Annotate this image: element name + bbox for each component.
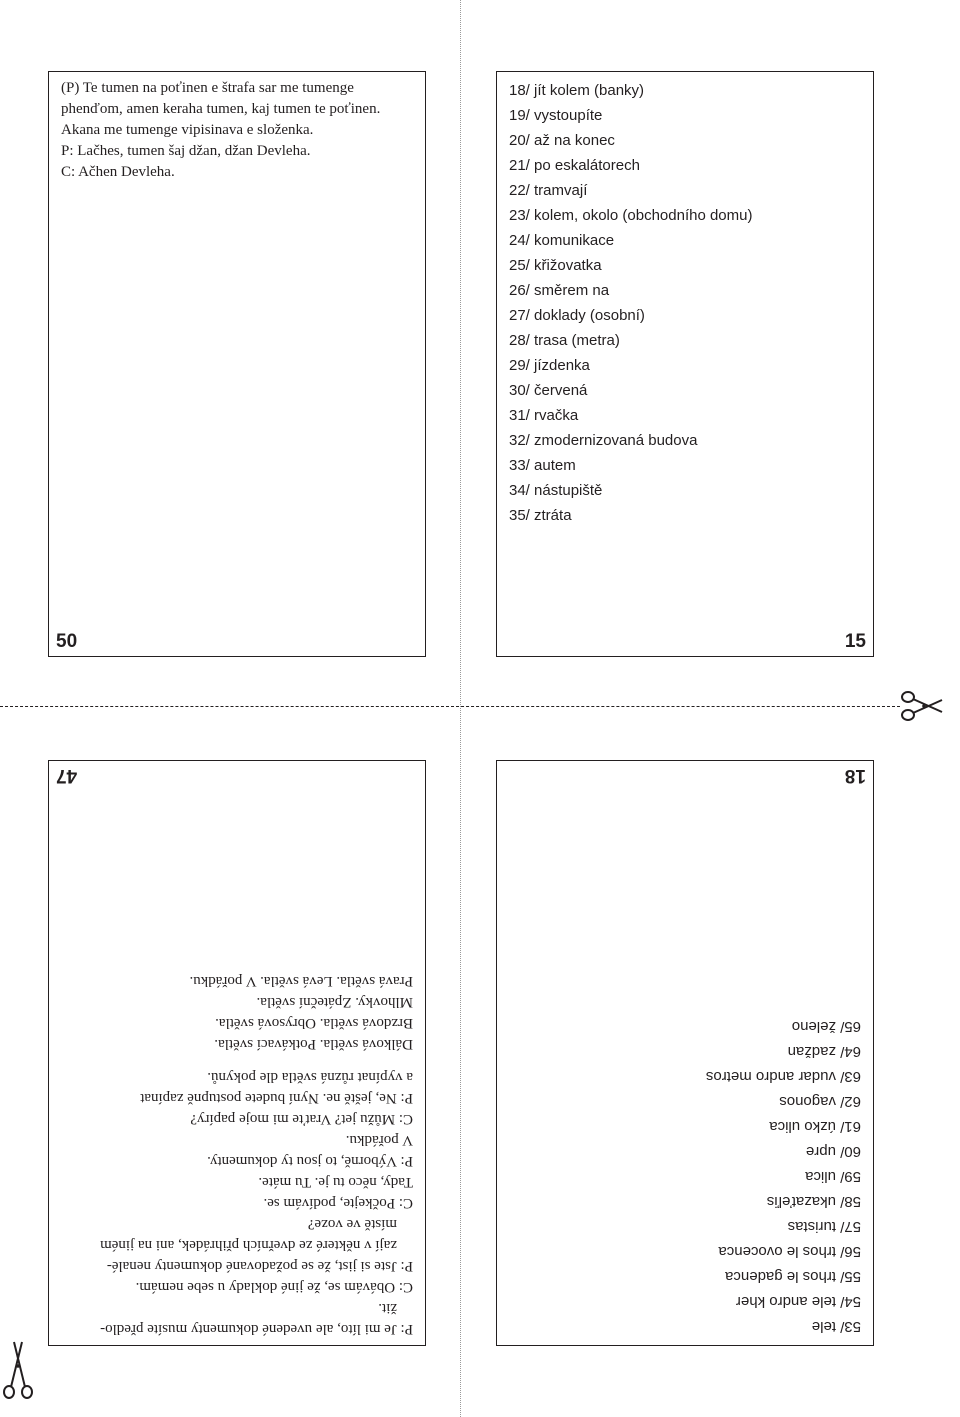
- page-number: 47: [56, 765, 78, 786]
- list-item: 32/ zmodernizovaná budova: [509, 432, 698, 449]
- list-item: 19/ vystoupíte: [509, 107, 603, 124]
- scissors-icon: [900, 690, 944, 722]
- text-line: žit.: [378, 1300, 397, 1316]
- text-line: phenďom, amen keraha tumen, kaj tumen te poťinen.: [61, 101, 381, 117]
- text-line: Mlhovky. Zpáteční světla.: [256, 994, 413, 1010]
- text-line: Akana me tumenge vipisinava e složenka.: [61, 122, 314, 138]
- list-item: 30/ červená: [509, 382, 588, 399]
- list-item: 23/ kolem, okolo (obchodního domu): [509, 207, 753, 224]
- text-line: P: Jste si jist, že se požadované dokumenty nenalé-: [106, 1258, 413, 1274]
- card-page-50: [48, 71, 426, 657]
- list-item: 61/ úzko ulica: [769, 1118, 861, 1135]
- text-line: P: Výborně, to jsou ty dokumenty.: [207, 1153, 413, 1169]
- page-number: 50: [56, 631, 78, 652]
- text-line: C: Obávám se, že jiné doklady u sebe nemám.: [135, 1279, 413, 1295]
- list-item: 63/ vudar andro metros: [705, 1068, 861, 1085]
- list-item: 65/ želeno: [791, 1018, 861, 1035]
- list-item: 20/ až na konec: [509, 132, 615, 149]
- list-item: 22/ tramvají: [509, 182, 588, 199]
- horizontal-cut-line: [0, 706, 900, 707]
- list-item: 59/ ulica: [805, 1168, 861, 1185]
- list-item: 28/ trasa (metra): [509, 332, 620, 349]
- list-item: 21/ po eskalátorech: [509, 157, 640, 174]
- vertical-fold-line: [460, 0, 461, 1417]
- text-line: Brzdová světla. Obrysová světla.: [215, 1015, 413, 1031]
- scissors-icon: [2, 1340, 34, 1402]
- text-line: C: Počkejte, podívám se.: [263, 1195, 413, 1211]
- text-line: C: Ačhen Devleha.: [61, 164, 175, 180]
- text-line: V pořádku.: [345, 1132, 413, 1148]
- list-item: 31/ rvačka: [509, 407, 579, 424]
- text-line: Dálková světla. Potkávací světla.: [214, 1036, 413, 1052]
- list-item: 33/ autem: [509, 457, 576, 474]
- list-item: 18/ jít kolem (banky): [509, 82, 645, 99]
- list-item: 25/ křižovatka: [509, 257, 602, 274]
- card-page-47: [48, 760, 426, 1346]
- card-page-15: [496, 71, 874, 657]
- text-line: Tady, něco tu je. Tu máte.: [258, 1174, 413, 1190]
- list-item: 58/ ukazaťeľis: [766, 1193, 861, 1210]
- list-item: 56/ trhos le ovocenca: [718, 1243, 861, 1260]
- list-item: 24/ komunikace: [509, 232, 615, 249]
- text-line: Pravá světla. Levá světla. V pořádku.: [189, 973, 413, 989]
- list-item: 60/ upre: [805, 1143, 861, 1160]
- page-number: 18: [844, 765, 866, 786]
- page-number: 15: [844, 631, 866, 652]
- card-text: [63, 970, 413, 1339]
- card-page-18: [496, 760, 874, 1346]
- list-item: 26/ směrem na: [509, 282, 610, 299]
- text-line: C: Můžu jet? Vraťte mi moje papíry?: [190, 1111, 413, 1127]
- text-line: P: Je mi líto, ale uvedené dokumenty musíte předlo-: [100, 1321, 413, 1337]
- text-line: místě ve voze?: [307, 1216, 397, 1232]
- list-item: 54/ tele andro kher: [735, 1293, 861, 1310]
- list-item: 53/ tele: [811, 1318, 861, 1335]
- text-line: zají v některé ze dveřních přihrádek, ani na jiném: [100, 1237, 397, 1253]
- card-text: [61, 78, 411, 183]
- list-item: 55/ trhos le gadenca: [725, 1268, 861, 1285]
- list-item: 64/ zadžan: [787, 1043, 861, 1060]
- list-item: 34/ nástupiště: [509, 482, 603, 499]
- list-item: 35/ ztráta: [509, 507, 572, 524]
- text-line: P: Ne, ještě ne. Nyní budete postupně zapínat: [140, 1090, 413, 1106]
- text-line: a vypínat různá světla dle pokynů.: [207, 1069, 413, 1085]
- list-item: 29/ jízdenka: [509, 357, 590, 374]
- vocabulary-list: [706, 1014, 861, 1339]
- list-item: 62/ vagonos: [779, 1093, 861, 1110]
- vocabulary-list: [509, 78, 752, 528]
- list-item: 57/ turistas: [787, 1218, 861, 1235]
- list-item: 27/ doklady (osobní): [509, 307, 645, 324]
- text-line: (P) Te tumen na poťinen e štrafa sar me tumenge: [61, 80, 354, 96]
- text-line: P: Lačhes, tumen šaj džan, džan Devleha.: [61, 143, 311, 159]
